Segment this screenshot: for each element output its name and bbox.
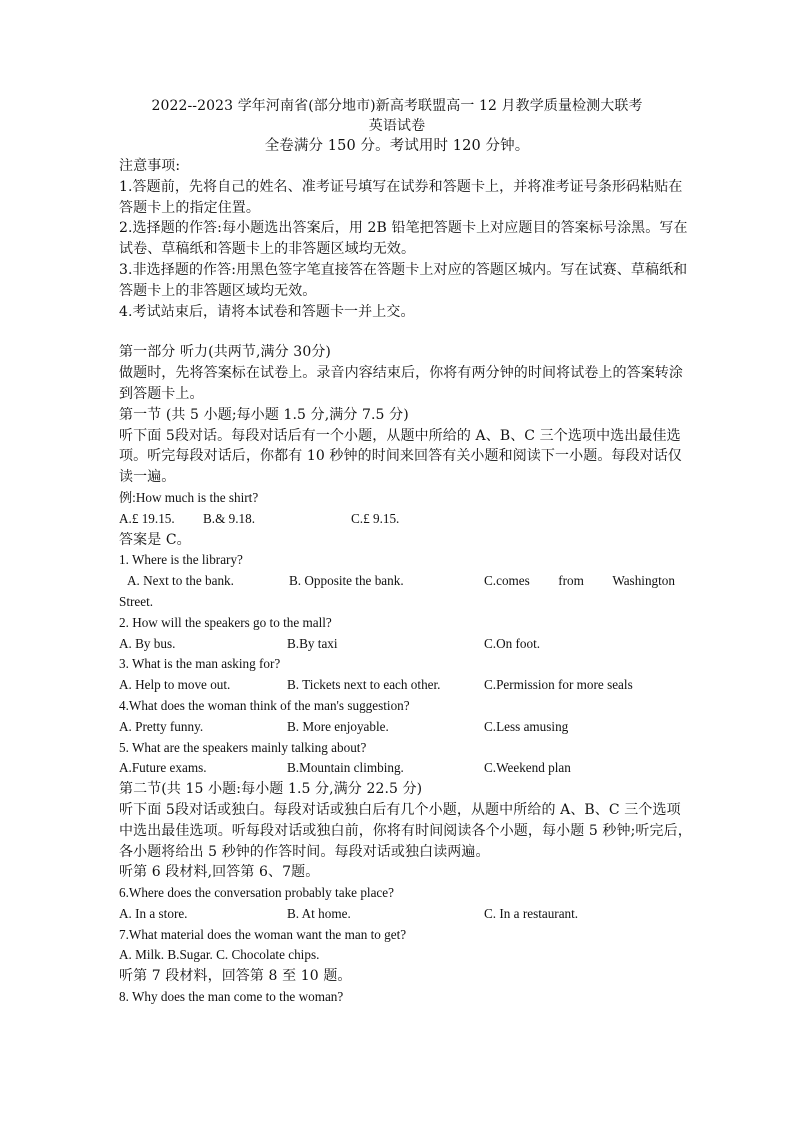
question-7-options: A. Milk. B.Sugar. C. Chocolate chips. xyxy=(119,947,320,963)
q1-option-c-word-2: from xyxy=(558,573,584,589)
q5-option-b: B.Mountain climbing. xyxy=(287,760,404,776)
q2-option-b: B.By taxi xyxy=(287,635,338,651)
example-options xyxy=(119,509,675,530)
question-5-options xyxy=(119,758,675,779)
exam-title: 2022--2023 学年河南省(部分地市)新高考联盟高一 12 月教学质量检测大联考 xyxy=(151,98,643,114)
question-3: 3. What is the man asking for? xyxy=(119,656,281,672)
material-7-heading: 听第 7 段材料，回答第 8 至 10 题。 xyxy=(119,968,352,985)
part1-heading: 第一部分 听力(共两节,满分 30分) xyxy=(119,344,331,361)
notice-item-2-line-1: 2.选择题的作答:每小题选出答案后，用 2B 铅笔把答题卡上对应题目的答案标号涂黑。写在 xyxy=(119,220,688,237)
notice-item-1-line-2: 答题卡上的指定住置。 xyxy=(119,199,260,216)
section2-heading: 第二节(共 15 小题:每小题 1.5 分,满分 22.5 分) xyxy=(119,781,423,798)
example-answer: 答案是 C。 xyxy=(119,531,191,548)
part1-intro-line-1: 做题时，先将答案标在试卷上。录音内容结束后，你将有两分钟的时间将试卷上的答案转涂 xyxy=(119,365,683,382)
question-1: 1. Where is the library? xyxy=(119,552,243,568)
q3-option-a: A. Help to move out. xyxy=(119,677,231,693)
notice-heading: 注意事项: xyxy=(119,158,181,174)
exam-subtitle: 英语试卷 xyxy=(368,118,426,134)
question-2-options xyxy=(119,634,675,655)
q1-option-c-word-3: Washington xyxy=(612,573,675,589)
part1-intro-line-2: 到答题卡上。 xyxy=(119,385,204,402)
q6-option-b: B. At home. xyxy=(287,905,351,921)
q1-option-b: B. Opposite the bank. xyxy=(289,573,404,589)
q6-option-c: C. In a restaurant. xyxy=(484,905,579,921)
question-6: 6.Where does the conversation probably take place? xyxy=(119,885,394,901)
q4-option-b: B. More enjoyable. xyxy=(287,718,389,734)
section2-instr-line-3: 各小题将给出 5 秒钟的作答时间。每段对话或独白读两遍。 xyxy=(119,843,490,860)
section1-instr-line-1: 听下面 5段对话。每段对话后有一个小题，从题中所给的 A、B、C 三个选项中选出最佳选 xyxy=(119,427,681,444)
question-1-options xyxy=(119,571,675,592)
example-option-c: C.£ 9.15. xyxy=(351,510,400,526)
question-2: 2. How will the speakers go to the mall? xyxy=(119,614,332,630)
exam-page xyxy=(119,96,692,1008)
section1-instr-line-2: 项。听完每段对话后，你都有 10 秒钟的时间来回答有关小题和阅读下一小题。每段对话仅 xyxy=(119,448,682,465)
question-6-options xyxy=(119,904,675,925)
q5-option-c: C.Weekend plan xyxy=(484,760,571,776)
question-3-options xyxy=(119,675,675,696)
q5-option-a: A.Future exams. xyxy=(119,760,207,776)
material-6-heading: 听第 6 段材料,回答第 6、7题。 xyxy=(119,864,320,881)
q1-option-a: A. Next to the bank. xyxy=(127,573,234,589)
q1-option-c-word-1: C.comes xyxy=(484,573,530,589)
q3-option-c: C.Permission for more seals xyxy=(484,677,633,693)
q2-option-c: C.On foot. xyxy=(484,635,541,651)
q4-option-c: C.Less amusing xyxy=(484,718,569,734)
notice-item-4: 4.考试站束后，请将本试卷和答题卡一并上交。 xyxy=(119,303,415,320)
section2-instr-line-2: 中选出最佳选项。听每段对话或独白前，你将有时间阅读各个小题，每小题 5 秒钟;听完后， xyxy=(119,822,692,839)
question-7: 7.What material does the woman want the man to get? xyxy=(119,926,407,942)
notice-item-3-line-2: 答题卡上的非答题区域均无效。 xyxy=(119,282,317,299)
q1-option-c xyxy=(484,571,675,592)
section1-heading: 第一节 (共 5 小题;每小题 1.5 分,满分 7.5 分) xyxy=(119,406,409,423)
example-question: 例:How much is the shirt? xyxy=(119,489,259,505)
example-option-a: A.£ 19.15. xyxy=(119,510,175,526)
q1-option-c-continued: Street. xyxy=(119,593,154,609)
exam-info: 全卷满分 150 分。考试用时 120 分钟。 xyxy=(264,138,530,154)
q2-option-a: A. By bus. xyxy=(119,635,176,651)
notice-item-2-line-2: 试卷、草稿纸和答题卡上的非答题区域均无效。 xyxy=(119,241,416,258)
q6-option-a: A. In a store. xyxy=(119,905,188,921)
notice-item-1-line-1: 1.答题前，先将自己的姓名、准考证号填写在试券和答题卡上，并将准考证号条形码粘贴在 xyxy=(119,178,683,195)
question-5: 5. What are the speakers mainly talking about? xyxy=(119,739,367,755)
q3-option-b: B. Tickets next to each other. xyxy=(287,677,441,693)
q4-option-a: A. Pretty funny. xyxy=(119,718,204,734)
notice-item-3-line-1: 3.非选择题的作答:用黑色签字笔直接答在答题卡上对应的答题区城内。写在试赛、草稿纸和 xyxy=(119,261,688,278)
spacer xyxy=(119,322,675,342)
section1-instr-line-3: 读一遍。 xyxy=(119,469,176,486)
question-4-options xyxy=(119,717,675,738)
example-option-b: B.& 9.18. xyxy=(203,510,256,526)
question-8: 8. Why does the man come to the woman? xyxy=(119,989,344,1005)
section2-instr-line-1: 听下面 5段对话或独白。每段对话或独白后有几个小题，从题中所给的 A、B、C 三个选项 xyxy=(119,801,681,818)
question-4: 4.What does the woman think of the man's suggestion? xyxy=(119,697,410,713)
